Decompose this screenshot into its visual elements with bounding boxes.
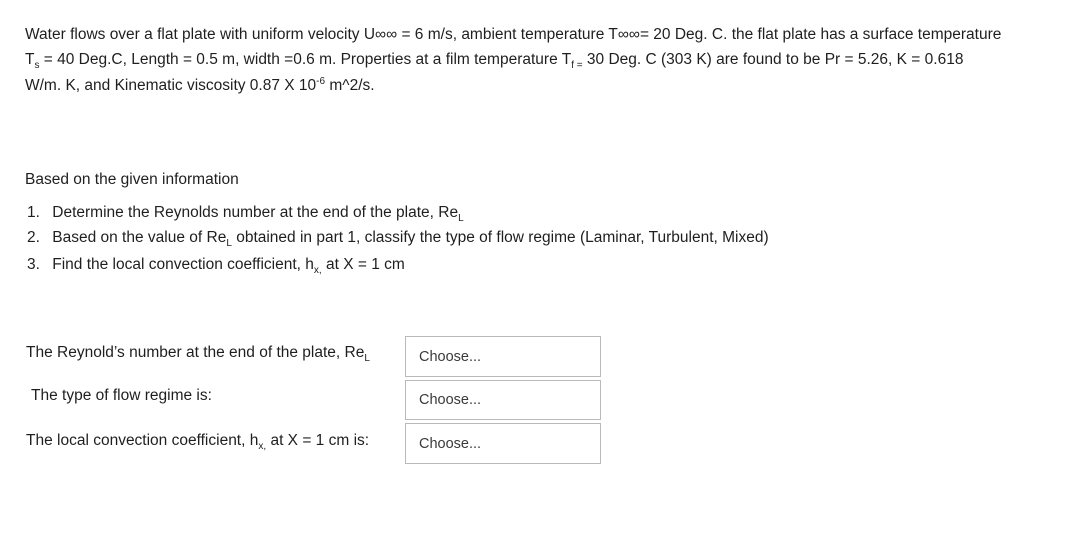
subscript: L <box>226 238 232 250</box>
question-item-1 <box>27 200 464 226</box>
question-item-2 <box>27 225 769 251</box>
convection-coefficient-select[interactable] <box>405 423 601 464</box>
select-placeholder: Choose... <box>419 435 482 452</box>
problem-text: = 6 m/s, ambient temperature T <box>397 26 618 43</box>
problem-text: Water flows over a flat plate with uniform velocity U <box>25 26 376 43</box>
problem-line-2 <box>25 47 963 73</box>
subscript: x, <box>313 265 322 277</box>
subscript: s <box>34 60 40 72</box>
list-number: 2. <box>27 229 40 246</box>
question-text: Find the local convection coefficient, h <box>52 256 314 273</box>
question-text: at X = 1 cm <box>321 256 405 273</box>
select-placeholder: Choose... <box>419 348 482 365</box>
problem-text: m^2/s. <box>325 77 375 94</box>
problem-text: 30 Deg. C (303 K) are found to be Pr = 5.26, K = 0.618 <box>582 51 964 68</box>
problem-text: T <box>25 51 35 68</box>
list-number: 1. <box>27 204 40 221</box>
problem-line-3 <box>25 73 375 99</box>
problem-text: = 20 Deg. C. the flat plate has a surface temperature <box>639 26 1002 43</box>
problem-line-1 <box>25 22 1001 48</box>
reynolds-number-select[interactable] <box>405 336 601 377</box>
answer-text: The local convection coefficient, h <box>26 432 259 449</box>
answer-text: The Reynold’s number at the end of the plate, Re <box>26 344 365 361</box>
subscript: L <box>458 213 464 225</box>
question-text: obtained in part 1, classify the type of flow regime (Laminar, Turbulent, Mixed) <box>231 229 769 246</box>
answer-label-reynolds <box>26 344 370 365</box>
subscript: L <box>364 353 370 365</box>
question-text: Determine the Reynolds number at the end of the plate, Re <box>52 204 459 221</box>
intro-text: Based on the given information <box>25 171 239 188</box>
list-number: 3. <box>27 256 40 273</box>
problem-text: = 40 Deg.C, Length = 0.5 m, width =0.6 m. Properties at a film temperature T <box>39 51 572 68</box>
answer-text: at X = 1 cm is: <box>266 432 370 449</box>
answer-text: The type of flow regime is: <box>31 387 212 404</box>
infinity-symbol: ∞∞ <box>375 26 398 43</box>
flow-regime-select[interactable] <box>405 380 601 420</box>
superscript: -6 <box>316 75 326 87</box>
question-item-3 <box>27 252 405 278</box>
select-placeholder: Choose... <box>419 392 482 408</box>
problem-text: W/m. K, and Kinematic viscosity 0.87 X 10 <box>25 77 317 94</box>
answer-label-convection <box>26 432 370 453</box>
answer-label-flow-regime <box>31 387 212 405</box>
subscript: f = <box>571 60 583 72</box>
question-text: Based on the value of Re <box>52 229 227 246</box>
subscript: x, <box>258 441 267 453</box>
infinity-symbol: ∞∞ <box>617 26 640 43</box>
